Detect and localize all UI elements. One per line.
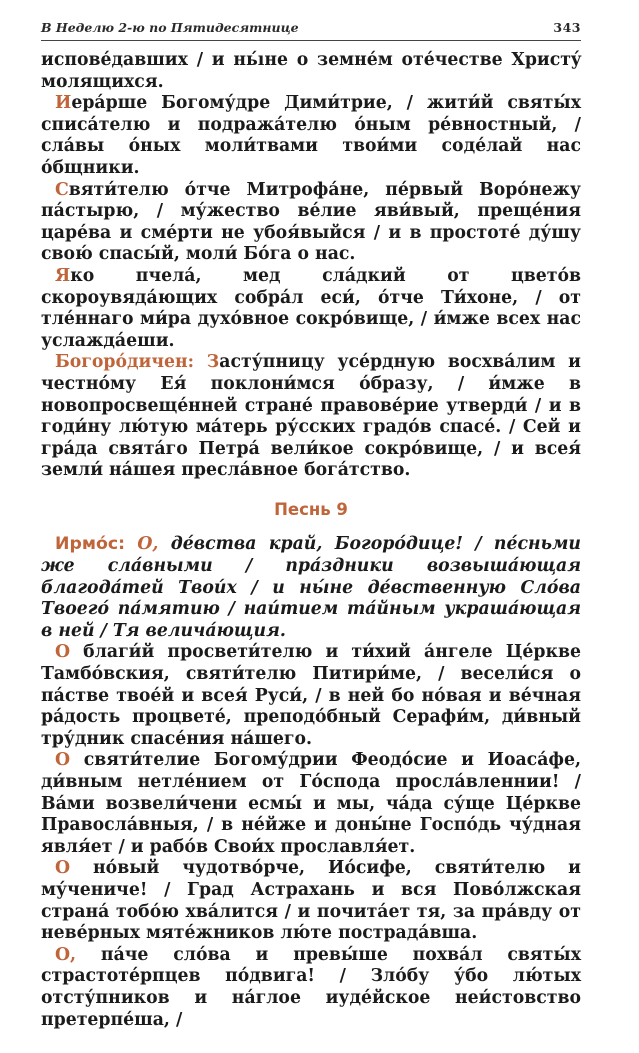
red-initial: С	[55, 179, 69, 200]
troparion-text: ера́рше Богому́дре Дими́трие, / жити́й святы́х списа́телю и подража́телю о́ным ре́вностный, / сла́вы о́ных моли́твами твои́ми соде́лай нас о́бщники.	[41, 93, 581, 178]
irmos-text: де́вства край, Богоро́дице! / пе́сньми же сла́вными / пра́здники возвыша́ющая благода́тей Твои́х / и ны́не де́вственную Сло́ва Твоего́ па́мятию / наи́тием та́йным украша́ющая в ней / Тя велича́ющия.	[41, 534, 581, 641]
troparion-text: па́че сло́ва и превы́ше похва́л святы́х страстоте́рпцев по́двига! / Зло́бу у́бо лю́тых отсту́пников и на́глое иуде́йское неи́стовство претерпе́ша, /	[41, 944, 581, 1030]
irmos	[41, 534, 581, 642]
troparion	[41, 642, 581, 750]
irmos-initial: О,	[137, 534, 159, 555]
red-initial: О	[55, 858, 71, 879]
continued-text: исповéдавших / и нь́ıне о земнéм отéчестве Христý молящихся.	[41, 50, 581, 92]
troparion-text: святи́телие Богому́дрии Феодо́сие и Иоаса́фе, ди́вным нетле́нием от Го́спода просла́вленнии! / Ва́ми возвели́чени есмы́ и мы, ча́да су́ще Це́ркве Правосла́вныя, / в не́йже и доны́не Госпо́дь чу́дная явля́ет / и рабо́в Свои́х прославля́ет.	[41, 750, 581, 857]
troparion	[41, 180, 581, 266]
page-number: 343	[553, 20, 581, 35]
red-initial: О	[55, 750, 71, 771]
song-heading: Песнь 9	[274, 499, 348, 519]
theotokion	[41, 352, 581, 482]
troparion	[41, 945, 581, 1031]
troparion-text: вяти́телю о́тче Митрофа́не, пе́рвый Воро́нежу па́стырю, / му́жество ве́лие яви́вый, преще́ния царе́ва и сме́рти не убоя́выйся / и в простоте́ ду́шу свою́ спасы́й, моли́ Бо́га о нас.	[41, 179, 581, 265]
body-text	[41, 50, 581, 1031]
troparion-text: ко пчела́, мед сла́дкий от цвето́в скороувяда́ющих собра́л еси́, о́тче Ти́хоне, / от тле́ннаго ми́ра духо́вное сокро́вище, / и́мже всех нас услажда́еши.	[41, 265, 581, 351]
red-initial: О,	[55, 944, 77, 965]
theotokion-label: Богоро́дичен:	[55, 352, 207, 373]
irmos-label: Ирмо́с:	[55, 534, 138, 555]
red-initial: Я	[55, 265, 71, 286]
red-initial: З	[206, 352, 220, 373]
red-initial: И	[55, 93, 72, 114]
running-title: В Неделю 2-ю по Пятидесятнице	[41, 20, 299, 35]
troparion-text: но́вый чудотво́рче, Ио́сифе, святи́телю и му́чениче! / Град Астрахань и вся Пово́лжская страна́ тобо́ю хва́лится / и почита́ет тя, за пра́вду от неве́рных мяте́жников лю́те пострада́вша.	[41, 858, 581, 944]
troparion	[41, 93, 581, 179]
troparion	[41, 266, 581, 352]
running-header	[41, 20, 581, 41]
troparion-text: асту́пницу усе́рдную восхва́лим и честно́му Ея́ поклони́мся о́бразу, / и́мже в новопросвеще́нней стране́ правове́рие утверди́ / и в годи́ну лю́тую ма́терь ру́сских градо́в спасе́. / Сей и гра́да свята́го Петра́ вели́кое сокро́вище, / и всея́ земли́ на́шея пресла́вное бога́тство.	[41, 352, 581, 481]
troparion	[41, 750, 581, 858]
troparion-text: благи́й просвети́телю и ти́хий а́нгеле Це́ркве Тамбо́вския, святи́телю Питири́ме, / весели́ся о па́стве твое́й и всея́ Руси́, / в ней бо но́вая и ве́чная ра́дость процвете́, преподо́бный Серафи́м, ди́вный тру́дник спасе́ния на́шего.	[41, 642, 581, 749]
red-initial: О	[55, 642, 71, 663]
troparion	[41, 858, 581, 944]
